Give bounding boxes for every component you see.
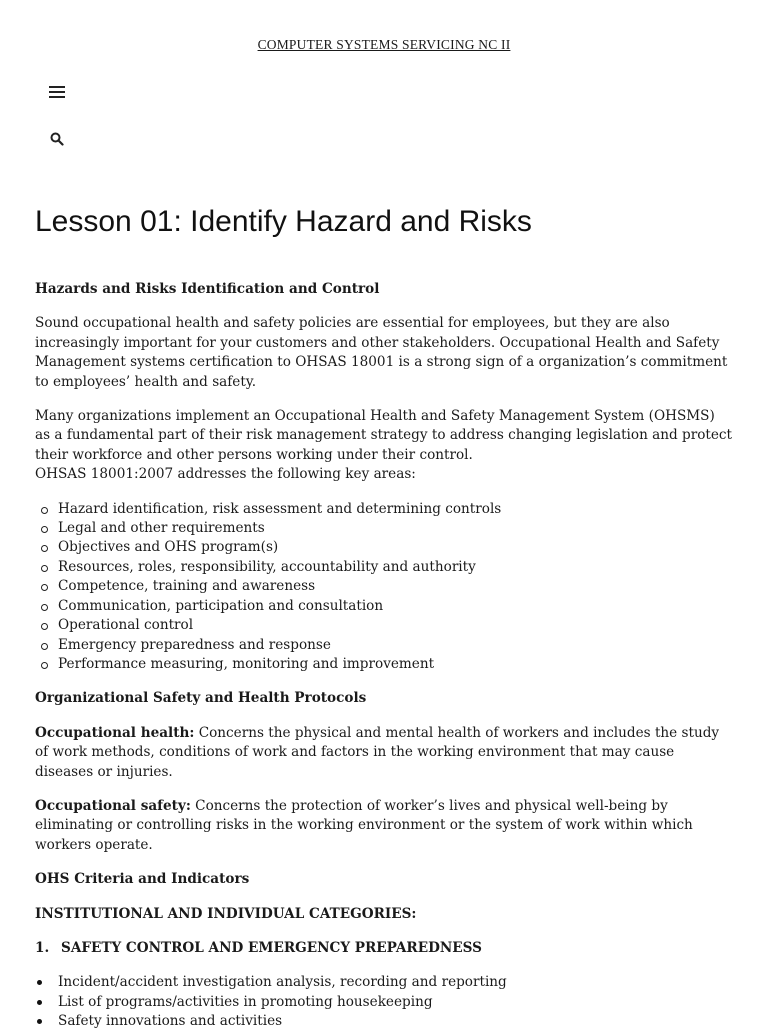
item-title: SAFETY CONTROL AND EMERGENCY PREPAREDNESS [61, 939, 483, 956]
item-number: 1. [35, 939, 50, 956]
list-item: Objectives and OHS program(s) [35, 538, 733, 557]
term-definition: Concerns the protection of worker’s lives and physical well-being by eliminating or controlling risks in the working environment or the system of work within which workers operate. [35, 797, 693, 853]
section-heading-hazards: Hazards and Risks Identification and Control [35, 281, 380, 297]
list-item: Legal and other requirements [35, 519, 733, 538]
paragraph-ohsms [35, 407, 733, 485]
list-item: Competence, training and awareness [35, 577, 733, 596]
site-title[interactable]: COMPUTER SYSTEMS SERVICING NC II [257, 37, 511, 52]
list-item: Hazard identification, risk assessment and determining controls [35, 500, 733, 519]
list-item: Resources, roles, responsibility, accountability and authority [35, 558, 733, 577]
list-item: Incident/accident investigation analysis, recording and reporting [35, 973, 733, 992]
paragraph-occupational-health [35, 724, 733, 782]
page-title: Lesson 01: Identify Hazard and Risks [35, 205, 532, 238]
section-heading-criteria: OHS Criteria and Indicators [35, 871, 250, 888]
numbered-item-heading [35, 939, 733, 958]
hamburger-menu-icon[interactable] [49, 86, 67, 100]
list-item: Safety innovations and activities [35, 1012, 733, 1031]
search-icon[interactable] [50, 132, 66, 148]
list-item: Communication, participation and consultation [35, 597, 733, 616]
section-heading-protocols: Organizational Safety and Health Protocols [35, 690, 367, 707]
paragraph-ohsas-key-areas: OHSAS 18001:2007 addresses the following key areas: [35, 466, 416, 483]
list-item: Emergency preparedness and response [35, 636, 733, 655]
paragraph-occupational-safety [35, 797, 733, 855]
paragraph-ohsms-text: Many organizations implement an Occupational Health and Safety Management System (OHSMS) as a fundamental part of their risk management strategy to address changing legislation and protect their workforce and other persons working under their control. [35, 408, 732, 463]
term-label: Occupational safety: [35, 797, 191, 814]
safety-control-list [35, 973, 733, 1031]
categories-heading: INSTITUTIONAL AND INDIVIDUAL CATEGORIES: [35, 905, 417, 922]
list-item: List of programs/activities in promoting housekeeping [35, 993, 733, 1012]
term-definition: Concerns the physical and mental health of workers and includes the study of work methods, conditions of work and factors in the working environment that may cause diseases or injuries. [35, 724, 720, 780]
list-item: Operational control [35, 616, 733, 635]
paragraph-intro: Sound occupational health and safety policies are essential for employees, but they are also increasingly important for your customers and other stakeholders. Occupational Health and Safety Management systems certification to OHSAS 18001 is a strong sign of a organization’s commitment to employees’ health and safety. [35, 315, 728, 390]
list-item: Performance measuring, monitoring and improvement [35, 655, 733, 674]
article-body [35, 280, 733, 1032]
term-label: Occupational health: [35, 724, 195, 741]
key-areas-list [35, 500, 733, 675]
